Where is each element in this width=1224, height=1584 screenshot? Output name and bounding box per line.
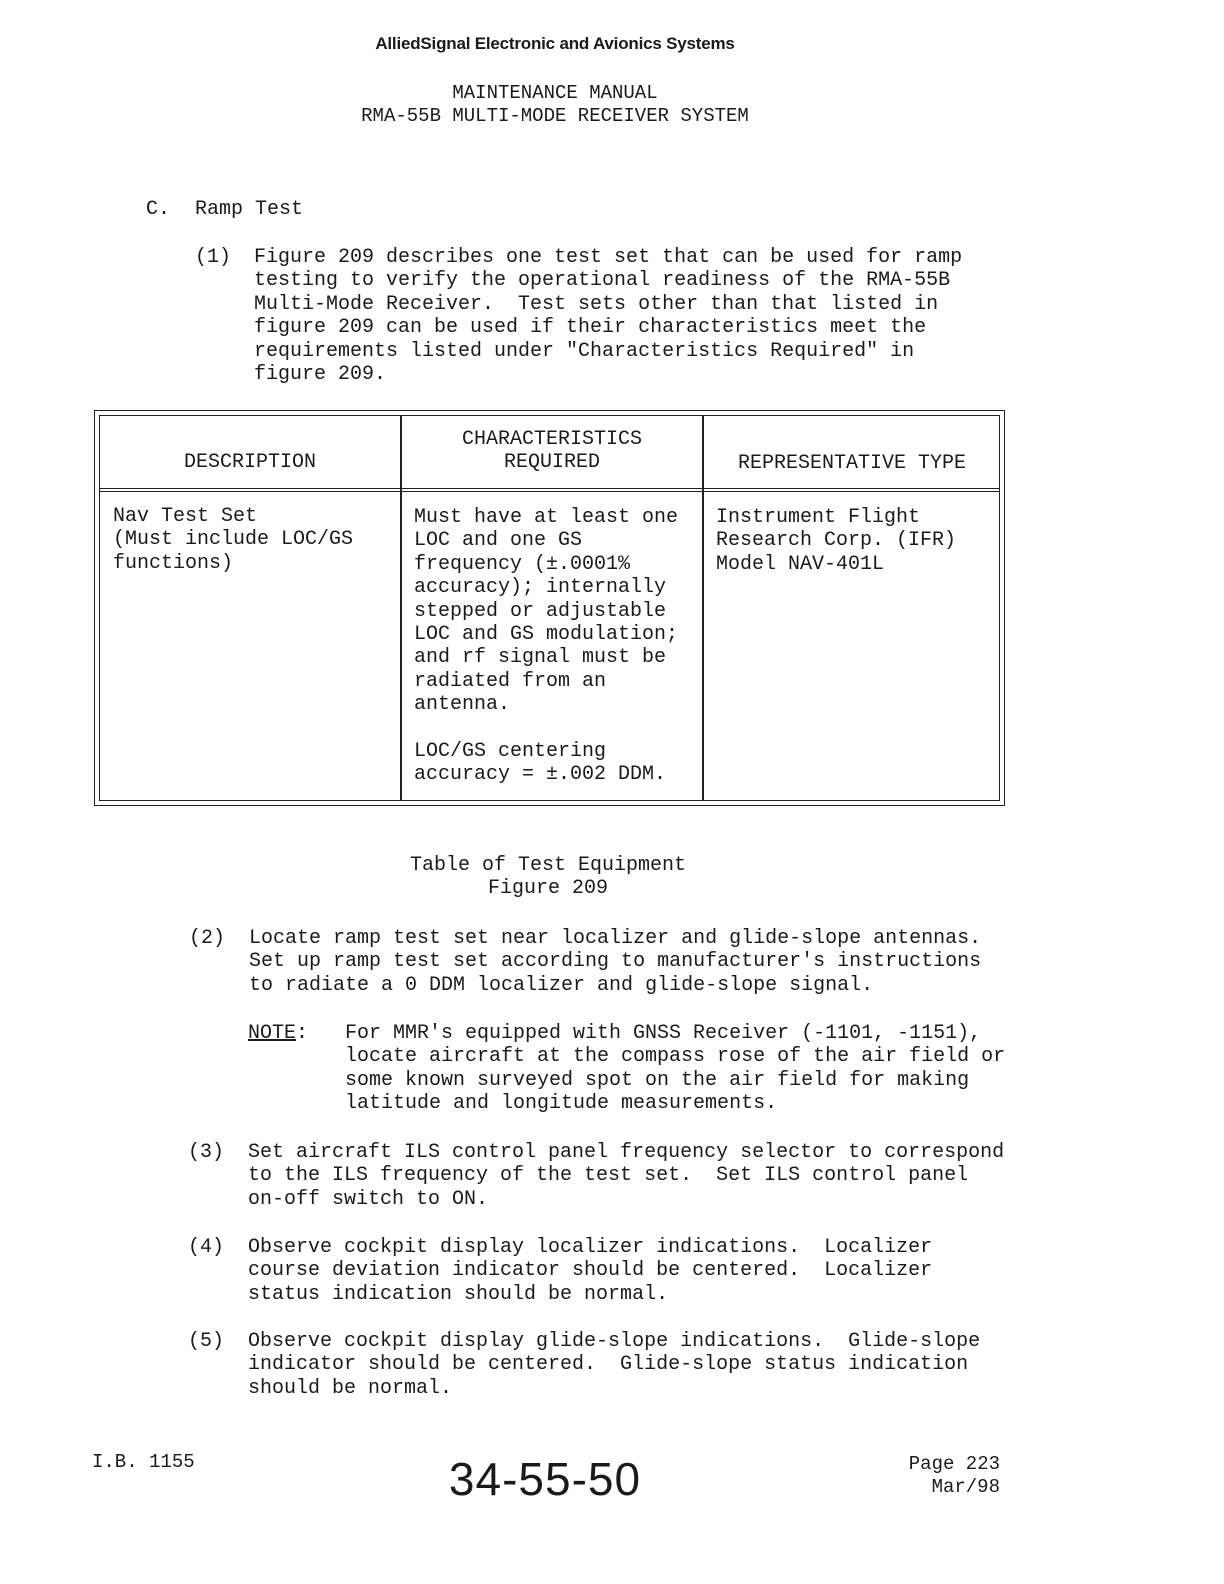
header-characteristics: CHARACTERISTICS REQUIRED [461, 428, 643, 475]
manual-title: MAINTENANCE MANUAL [452, 82, 658, 104]
header-representative-type: REPRESENTATIVE TYPE [737, 452, 967, 475]
note-colon: : [296, 1022, 309, 1045]
footer-page-info [860, 1453, 1000, 1499]
step-2-number: (2) [189, 927, 226, 950]
figure-caption-number: Figure 209 [487, 877, 609, 900]
step-4-number: (4) [188, 1236, 225, 1259]
step-3-number: (3) [188, 1141, 225, 1164]
step-1-number: (1) [195, 246, 232, 269]
step-5-text: Observe cockpit display glide-slope indications. Glide-slope indicator should be centered. Glide-slope status indication should be normal. [248, 1330, 981, 1400]
row-description: Nav Test Set (Must include LOC/GS functions) [113, 505, 354, 575]
figure-caption-title: Table of Test Equipment [409, 854, 687, 877]
system-title: RMA-55B MULTI-MODE RECEIVER SYSTEM [361, 105, 749, 127]
step-2-text: Locate ramp test set near localizer and glide-slope antennas. Set up ramp test set according to manufacturer's instructions to radiate a 0 DDM localizer and glide-slope signal. [249, 927, 982, 997]
step-3-text: Set aircraft ILS control panel frequency selector to correspond to the ILS frequency of the test set. Set ILS control panel on-off switch to ON. [248, 1141, 1005, 1211]
section-title: Ramp Test [195, 198, 304, 221]
row-characteristics: Must have at least one LOC and one GS frequency (±.0001% accuracy); internally stepped or adjustable LOC and GS modulation; and rf signal must be radiated from an antenna. LOC/GS centering accuracy = ±.002 DDM. [414, 506, 679, 787]
step-1-text: Figure 209 describes one test set that can be used for ramp testing to verify the operational readiness of the RMA-55B Multi-Mode Receiver. Test sets other than that listed in figure 209 can be used if their characteristics meet the requirements listed under "Characteristics Required" in figure 209. [254, 246, 963, 387]
company-name: AlliedSignal Electronic and Avionics Systems [375, 34, 735, 53]
note-text: For MMR's equipped with GNSS Receiver (-1101, -1151), locate aircraft at the compass rose of the air field or some known surveyed spot on the air field for making latitude and longitude measurements. [345, 1022, 1006, 1116]
step-4-text: Observe cockpit display localizer indications. Localizer course deviation indicator should be centered. Localizer status indication should be normal. [248, 1236, 933, 1306]
test-equipment-table [94, 410, 1005, 806]
footer-page-number: Page 223 [908, 1453, 1000, 1475]
note-label [248, 1022, 308, 1045]
step-5-number: (5) [188, 1330, 225, 1353]
footer-chapter-code: 34-55-50 [448, 1453, 642, 1505]
note-label-text: NOTE [248, 1022, 297, 1045]
footer-date: Mar/98 [931, 1476, 1000, 1498]
table-inner-frame [99, 415, 1000, 801]
header-divider [100, 488, 999, 492]
row-representative-type: Instrument Flight Research Corp. (IFR) Model NAV-401L [716, 506, 957, 576]
footer-document-id: I.B. 1155 [92, 1451, 195, 1473]
header-description: DESCRIPTION [183, 451, 317, 474]
section-label: C. [146, 198, 171, 221]
